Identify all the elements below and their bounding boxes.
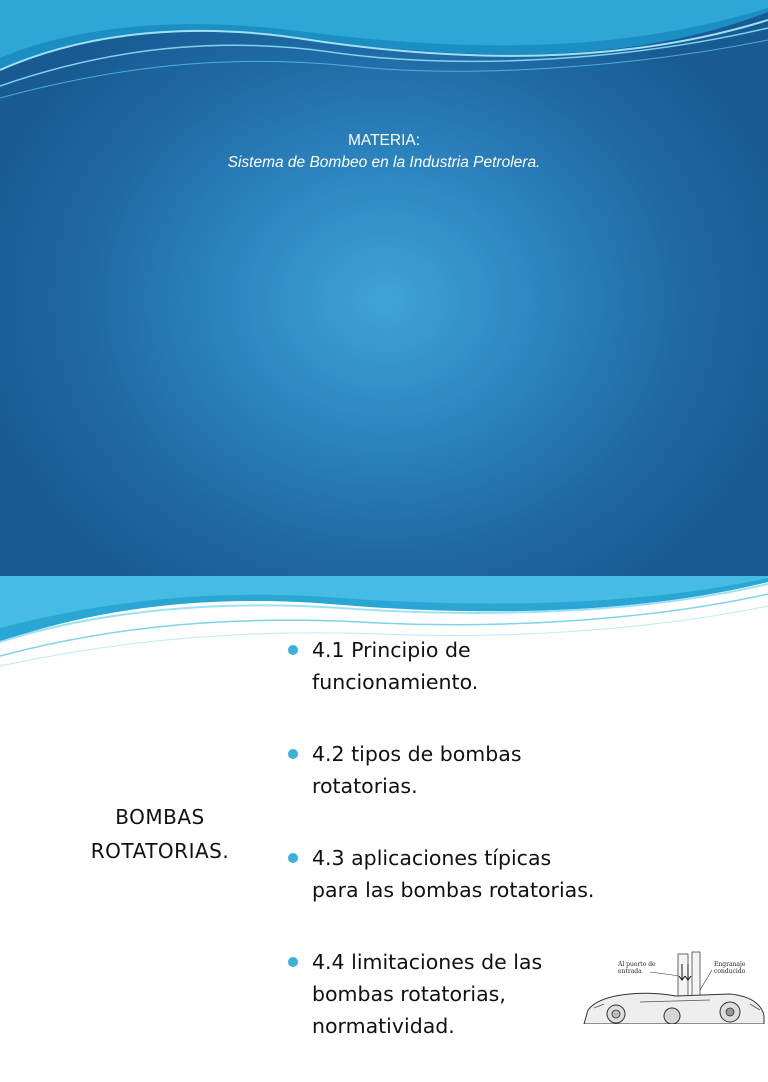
list-item	[288, 946, 628, 1042]
list-item-line: 4.3 aplicaciones típicas	[312, 846, 552, 870]
course-subtitle: Sistema de Bombeo en la Industria Petrolera.	[227, 154, 541, 171]
bullet-icon	[288, 645, 298, 655]
list-item-line: normatividad.	[312, 1014, 455, 1038]
list-item-line: rotatorias.	[312, 774, 418, 798]
section-title-line-1: BOMBAS	[115, 805, 205, 829]
pump-diagram	[580, 950, 768, 1024]
list-item	[288, 842, 628, 906]
course-title: MATERIA:	[347, 132, 421, 149]
section-title	[70, 800, 250, 868]
wave-decoration	[0, 0, 768, 120]
list-item	[288, 634, 628, 698]
diagram-label-gear: Engranaje conducido	[714, 961, 746, 975]
diagram-label-inlet: Al puerto de entrada	[618, 961, 656, 975]
bullet-icon	[288, 749, 298, 759]
list-item	[288, 738, 628, 802]
list-item-line: 4.2 tipos de bombas	[312, 742, 522, 766]
title-block	[0, 130, 768, 174]
list-item-line: 4.1 Principio de	[312, 638, 471, 662]
list-item-line: para las bombas rotatorias.	[312, 878, 595, 902]
list-item-line: 4.4 limitaciones de las	[312, 950, 543, 974]
list-item-line: bombas rotatorias,	[312, 982, 506, 1006]
topic-list	[288, 634, 628, 1082]
section-title-line-2: ROTATORIAS.	[90, 839, 230, 863]
bullet-icon	[288, 853, 298, 863]
list-item-line: funcionamiento.	[312, 670, 479, 694]
bullet-icon	[288, 957, 298, 967]
